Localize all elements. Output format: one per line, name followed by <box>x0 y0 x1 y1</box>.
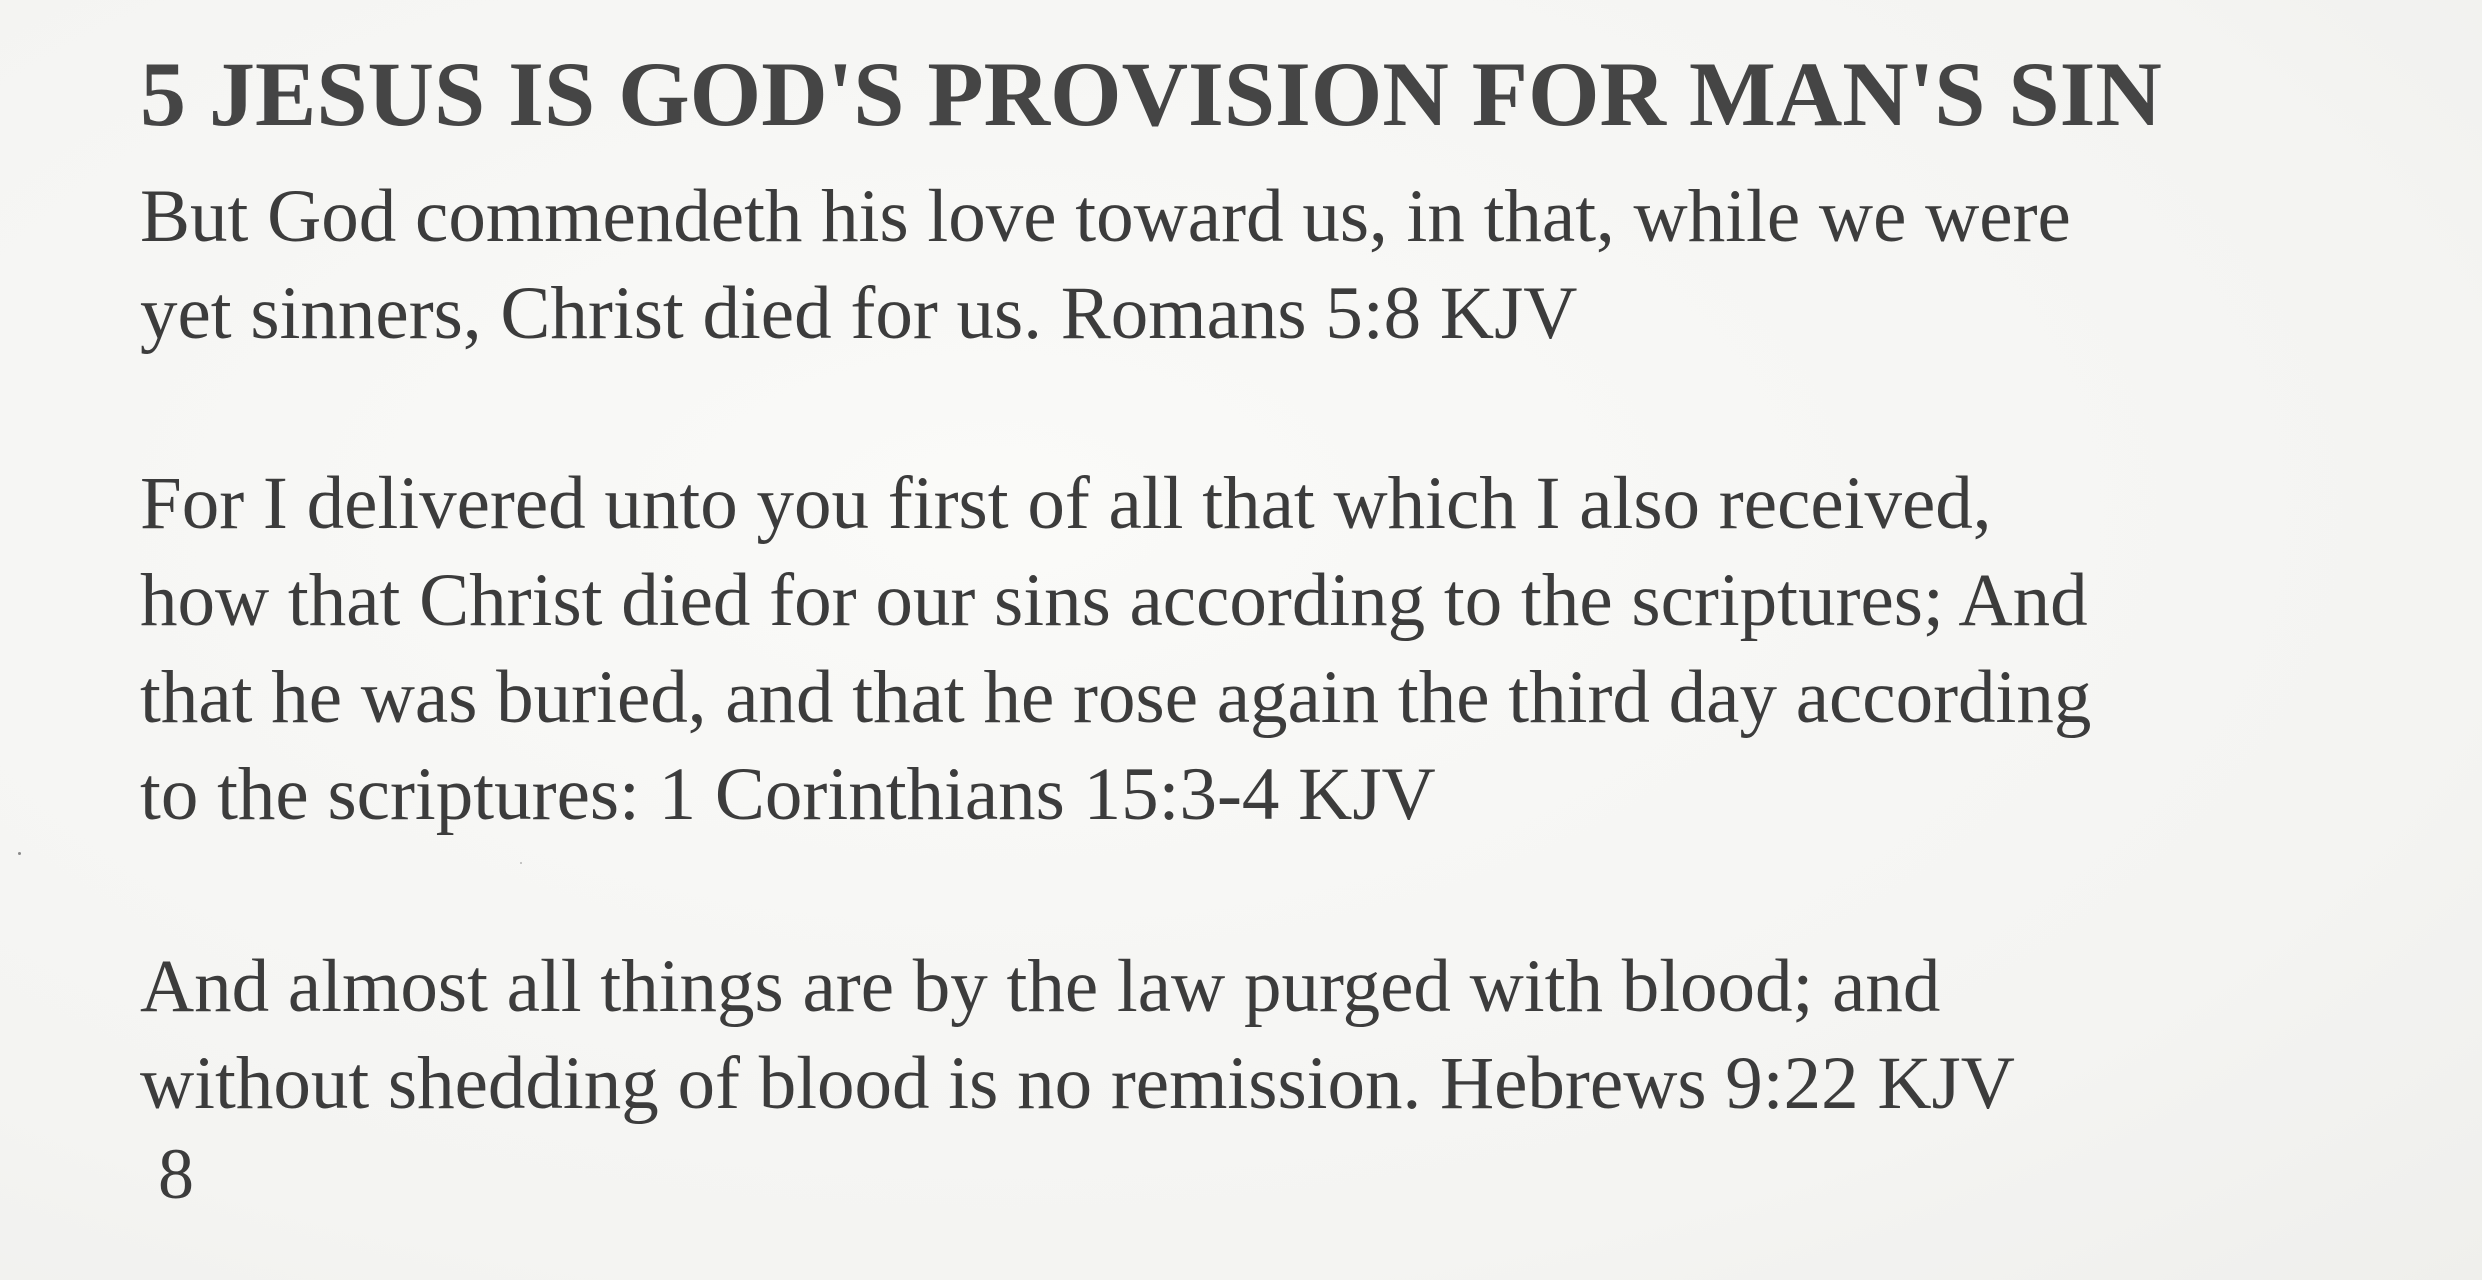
verse-romans-5-8 <box>140 168 2440 362</box>
verse-hebrews-9-22 <box>140 938 2440 1132</box>
verse-line: For I delivered unto you first of all that which I also received, <box>140 462 1992 545</box>
verse-line: that he was buried, and that he rose again the third day according <box>140 656 2092 739</box>
verse-1-corinthians-15-3-4 <box>140 455 2440 843</box>
verse-line: But God commendeth his love toward us, in that, while we were <box>140 175 2071 258</box>
page-title: 5 JESUS IS GOD'S PROVISION FOR MAN'S SIN <box>140 43 2162 145</box>
verse-line: to the scriptures: 1 Corinthians 15:3-4 KJV <box>140 753 1436 836</box>
scan-speck <box>520 862 522 864</box>
scan-speck <box>18 852 21 855</box>
verse-line: yet sinners, Christ died for us. Romans 5:8 KJV <box>140 272 1578 355</box>
page-number: 8 <box>158 1134 194 1214</box>
verse-line: how that Christ died for our sins according to the scriptures; And <box>140 559 2088 642</box>
verse-line: And almost all things are by the law purged with blood; and <box>140 945 1941 1028</box>
verse-line: without shedding of blood is no remission. Hebrews 9:22 KJV <box>140 1042 2015 1125</box>
